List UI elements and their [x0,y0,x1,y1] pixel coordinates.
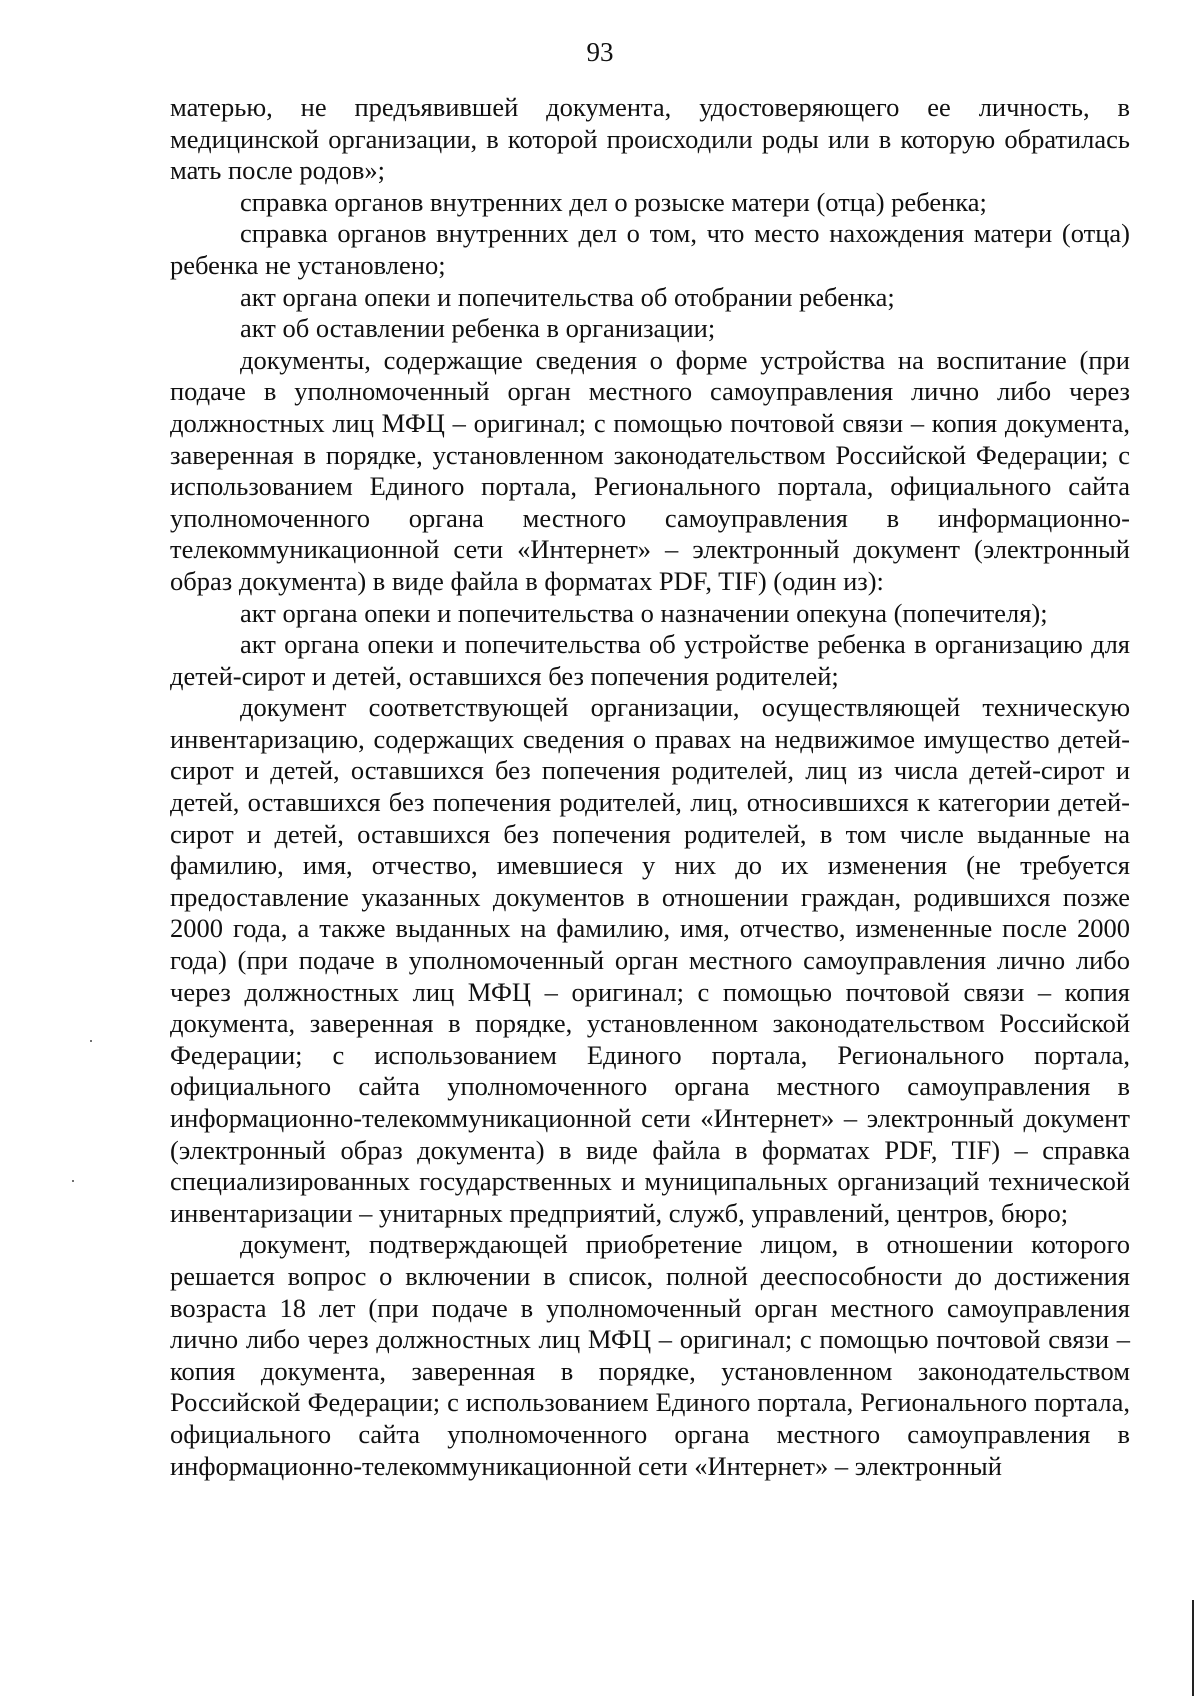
scan-speck [90,1040,92,1042]
document-body [170,92,1130,1482]
paragraph: документы, содержащие сведения о форме устройства на воспитание (при подаче в уполномоченный орган местного самоуправления лично либо через должностных лиц МФЦ – оригинал; с помощью почтовой связи – копия документа, заверенная в порядке, установленном законодательством Российской Федерации; с использованием Единого портала, Регионального портала, официального сайта уполномоченного органа местного самоуправления в информационно-телекоммуникационной сети «Интернет» – электронный документ (электронный образ документа) в виде файла в форматах PDF, TIF) (один из): [170,344,1130,596]
scan-speck [72,1180,74,1182]
page-number: 93 [586,37,614,67]
paragraph: справка органов внутренних дел о том, что место нахождения матери (отца) ребенка не установлено; [170,218,1130,280]
paragraph: документ, подтверждающей приобретение лицом, в отношении которого решается вопрос о включении в список, полной дееспособности до достижения возраста 18 лет (при подаче в уполномоченный орган местного самоуправления лично либо через должностных лиц МФЦ – оригинал; с помощью почтовой связи – копия документа, заверенная в порядке, установленном законодательством Российской Федерации; с использованием Единого портала, Регионального портала, официального сайта уполномоченного органа местного самоуправления в информационно-телекоммуникационной сети «Интернет» – электронный [170,1229,1130,1481]
scan-edge-mark [1192,1600,1194,1696]
paragraph: акт органа опеки и попечительства о назначении опекуна (попечителя); [240,597,1048,628]
paragraph: документ соответствующей организации, осуществляющей техническую инвентаризацию, содержащих сведения о правах на недвижимое имущество детей-сирот и детей, оставшихся без попечения родителей, лиц из числа детей-сирот и детей, оставшихся без попечения родителей, лиц, относившихся к категории детей-сирот и детей, оставшихся без попечения родителей, в том числе выданные на фамилию, имя, отчество, имевшиеся у них до их изменения (не требуется предоставление указанных документов в отношении граждан, родившихся позже 2000 года, а также выданных на фамилию, имя, отчество, измененные после 2000 года) (при подаче в уполномоченный орган местного самоуправления лично либо через должностных лиц МФЦ – оригинал; с помощью почтовой связи – копия документа, заверенная в порядке, установленном законодательством Российской Федерации; с использованием Единого портала, Регионального портала, официального сайта уполномоченного органа местного самоуправления в информационно-телекоммуникационной сети «Интернет» – электронный документ (электронный образ документа) в виде файла в форматах PDF, TIF) – справка специализированных государственных и муниципальных организаций технической инвентаризации – унитарных предприятий, служб, управлений, центров, бюро; [170,692,1130,1228]
paragraph: акт органа опеки и попечительства об устройстве ребенка в организацию для детей-сирот и детей, оставшихся без попечения родителей; [170,629,1130,691]
paragraph: матерью, не предъявившей документа, удостоверяющего ее личность, в медицинской организации, в которой происходили роды или в которую обратилась мать после родов»; [170,92,1130,186]
paragraph: справка органов внутренних дел о розыске матери (отца) ребенка; [240,186,987,217]
paragraph: акт об оставлении ребенка в организации; [240,313,716,344]
paragraph: акт органа опеки и попечительства об отобрании ребенка; [240,281,895,312]
